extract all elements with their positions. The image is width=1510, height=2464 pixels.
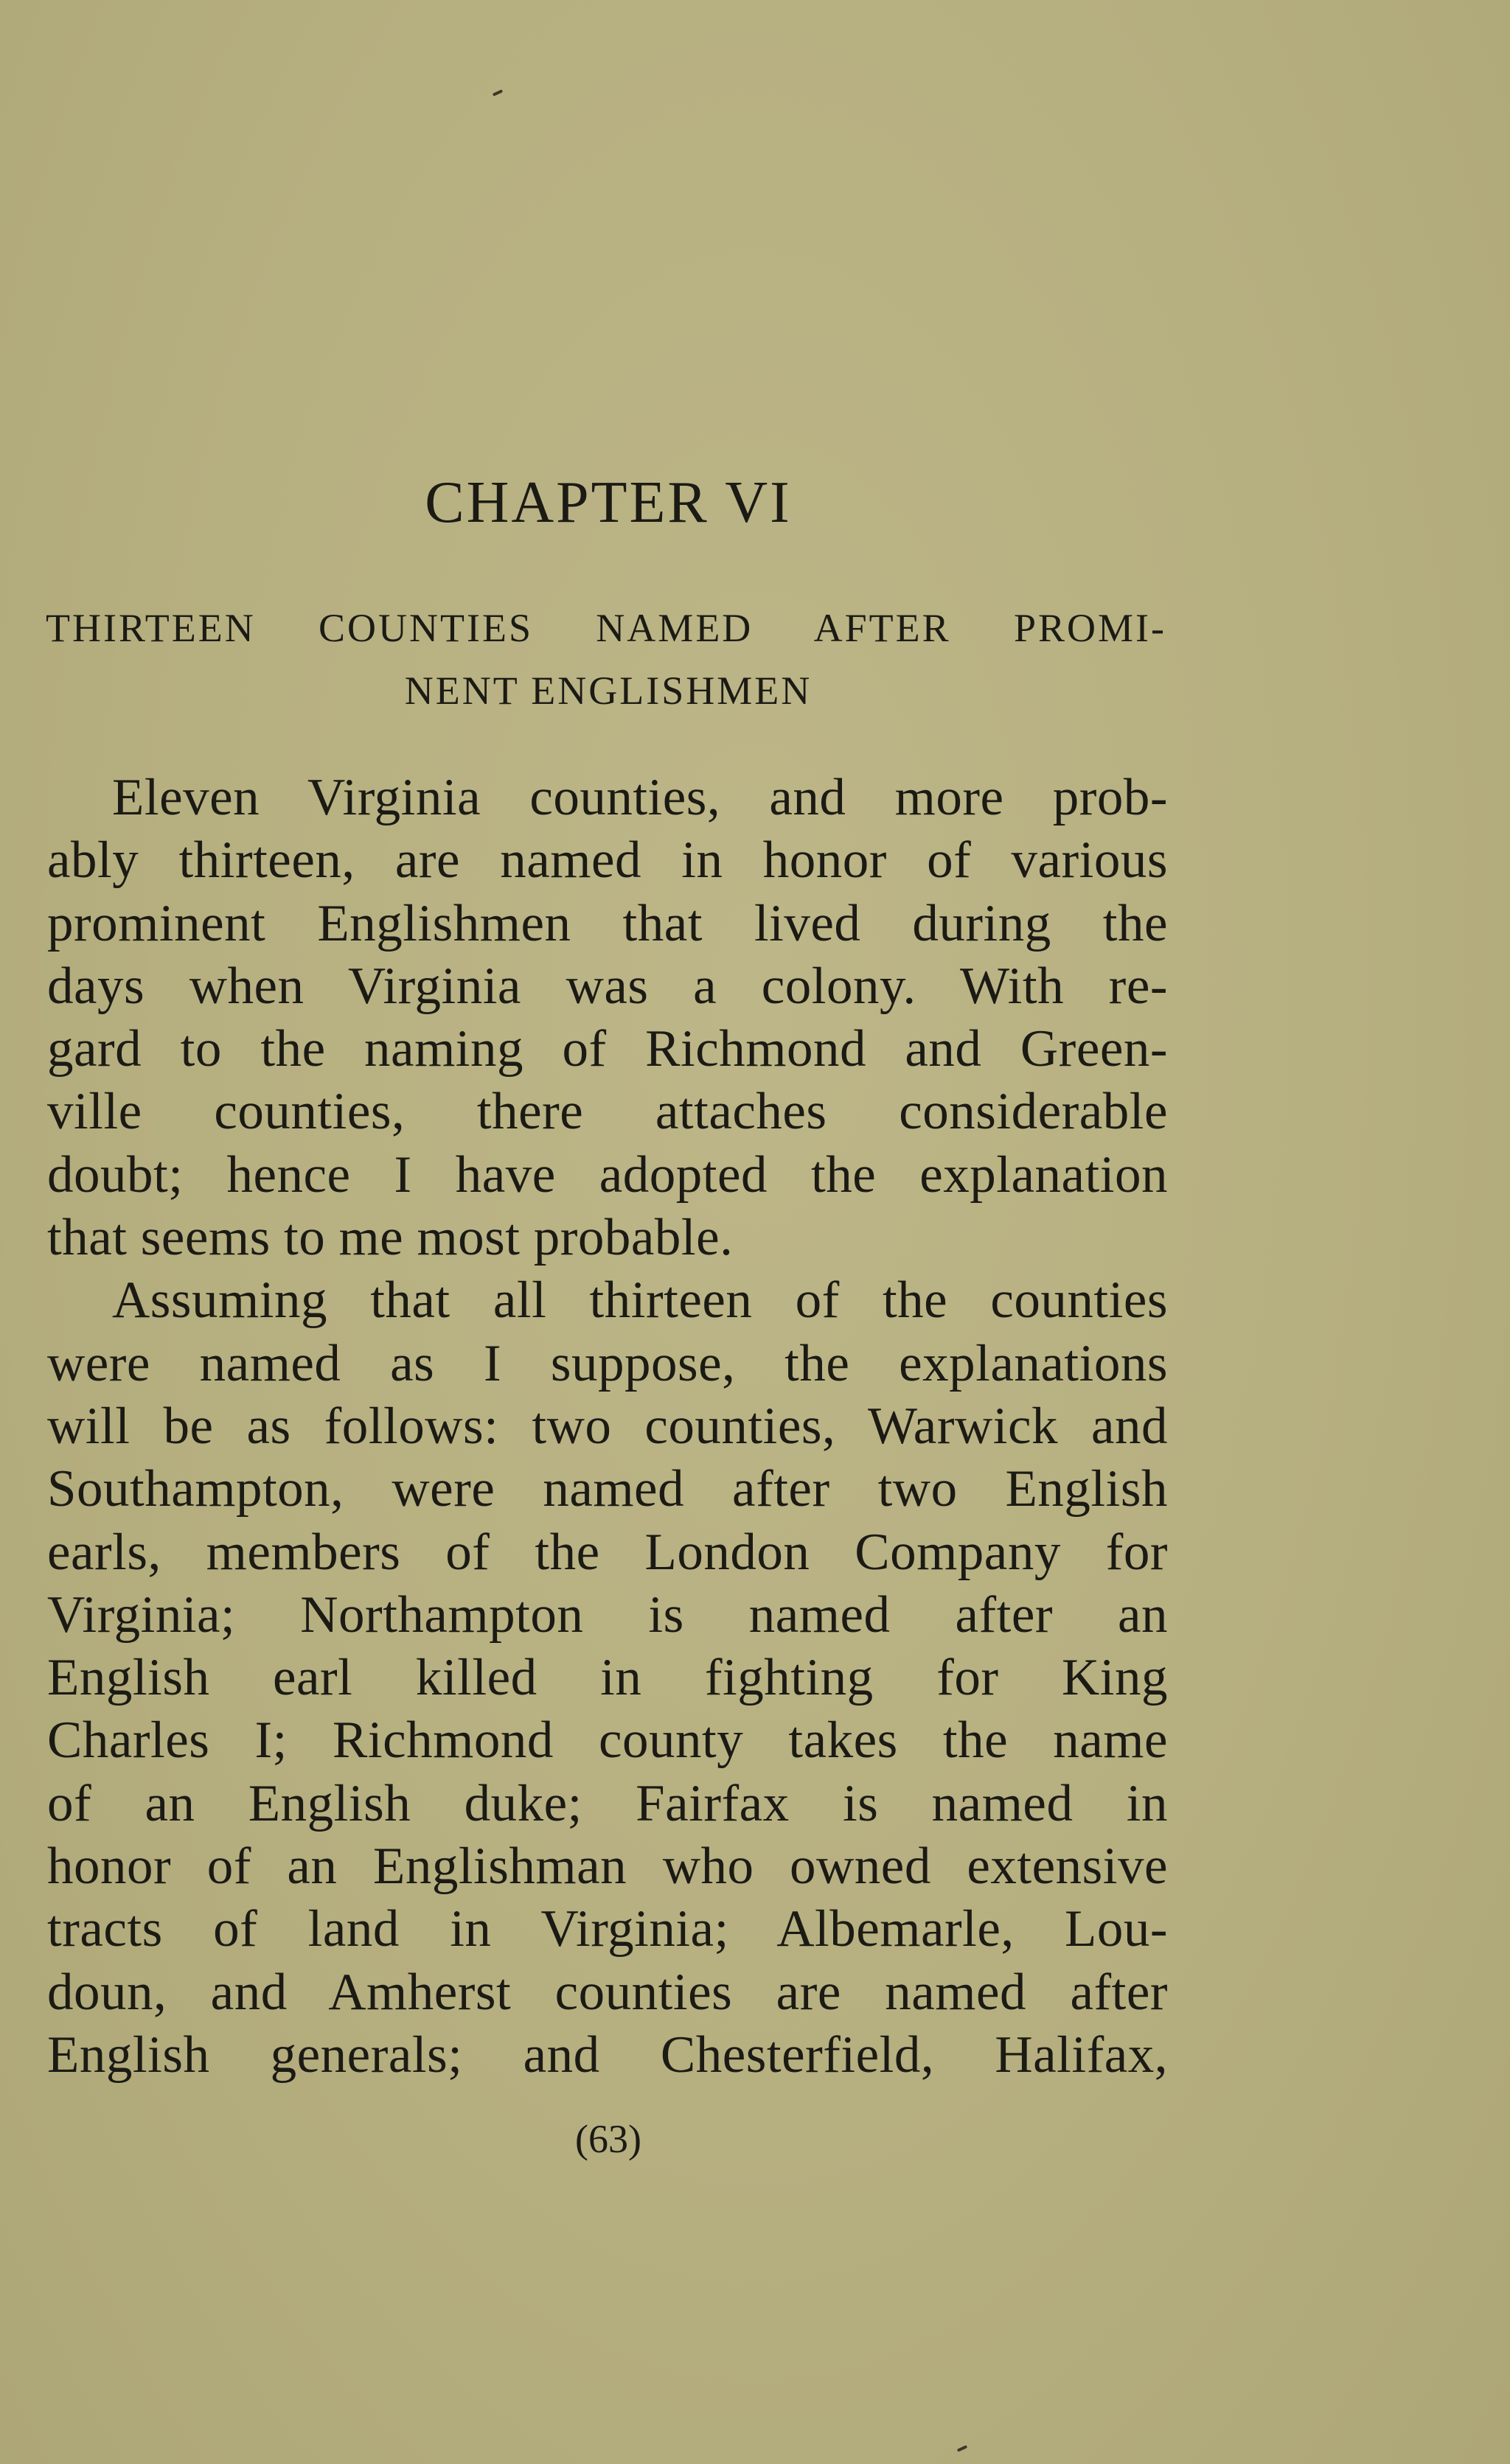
text-line: doun, and Amherst counties are named after bbox=[47, 1963, 1168, 2021]
text-line: days when Virginia was a colony. With re- bbox=[47, 957, 1168, 1015]
text-line: Eleven Virginia counties, and more prob- bbox=[112, 769, 1168, 826]
text-line: English generals; and Chesterfield, Halifax, bbox=[47, 2025, 1168, 2084]
text-line: will be as follows: two counties, Warwick and bbox=[47, 1397, 1168, 1455]
text-line: gard to the naming of Richmond and Green- bbox=[47, 1020, 1168, 1078]
body-text bbox=[47, 767, 1168, 2087]
text-line: prominent Englishmen that lived during the bbox=[47, 894, 1168, 952]
paragraph-1 bbox=[47, 767, 1168, 1269]
text-line: earls, members of the London Company for bbox=[47, 1523, 1168, 1581]
chapter-subtitle-line-1: THIRTEEN COUNTIES NAMED AFTER PROMI- bbox=[46, 606, 1166, 650]
text-line: were named as I suppose, the explanations bbox=[47, 1334, 1168, 1392]
text-line: English earl killed in fighting for King bbox=[47, 1649, 1168, 1707]
scan-speck-mark bbox=[957, 2445, 967, 2452]
text-line: Charles I; Richmond county takes the name bbox=[47, 1711, 1168, 1770]
text-line: Assuming that all thirteen of the counties bbox=[112, 1271, 1168, 1330]
text-line: doubt; hence I have adopted the explanation bbox=[47, 1145, 1168, 1204]
text-line: that seems to me most probable. bbox=[47, 1209, 734, 1267]
text-line: tracts of land in Virginia; Albemarle, Lou- bbox=[47, 1900, 1168, 1958]
chapter-heading: CHAPTER VI bbox=[425, 470, 792, 535]
text-line: Southampton, were named after two English bbox=[47, 1460, 1168, 1518]
text-line: honor of an Englishman who owned extensive bbox=[47, 1837, 1168, 1896]
text-line: of an English duke; Fairfax is named in bbox=[47, 1774, 1168, 1832]
text-line: ably thirteen, are named in honor of various bbox=[47, 831, 1168, 890]
scan-speck-mark bbox=[493, 89, 503, 97]
chapter-subtitle-line-2: NENT ENGLISHMEN bbox=[404, 669, 813, 713]
text-line: ville counties, there attaches considerable bbox=[47, 1083, 1168, 1141]
paragraph-2 bbox=[47, 1269, 1168, 2087]
text-line: Virginia; Northampton is named after an bbox=[47, 1585, 1168, 1644]
page-number: (63) bbox=[575, 2117, 641, 2161]
